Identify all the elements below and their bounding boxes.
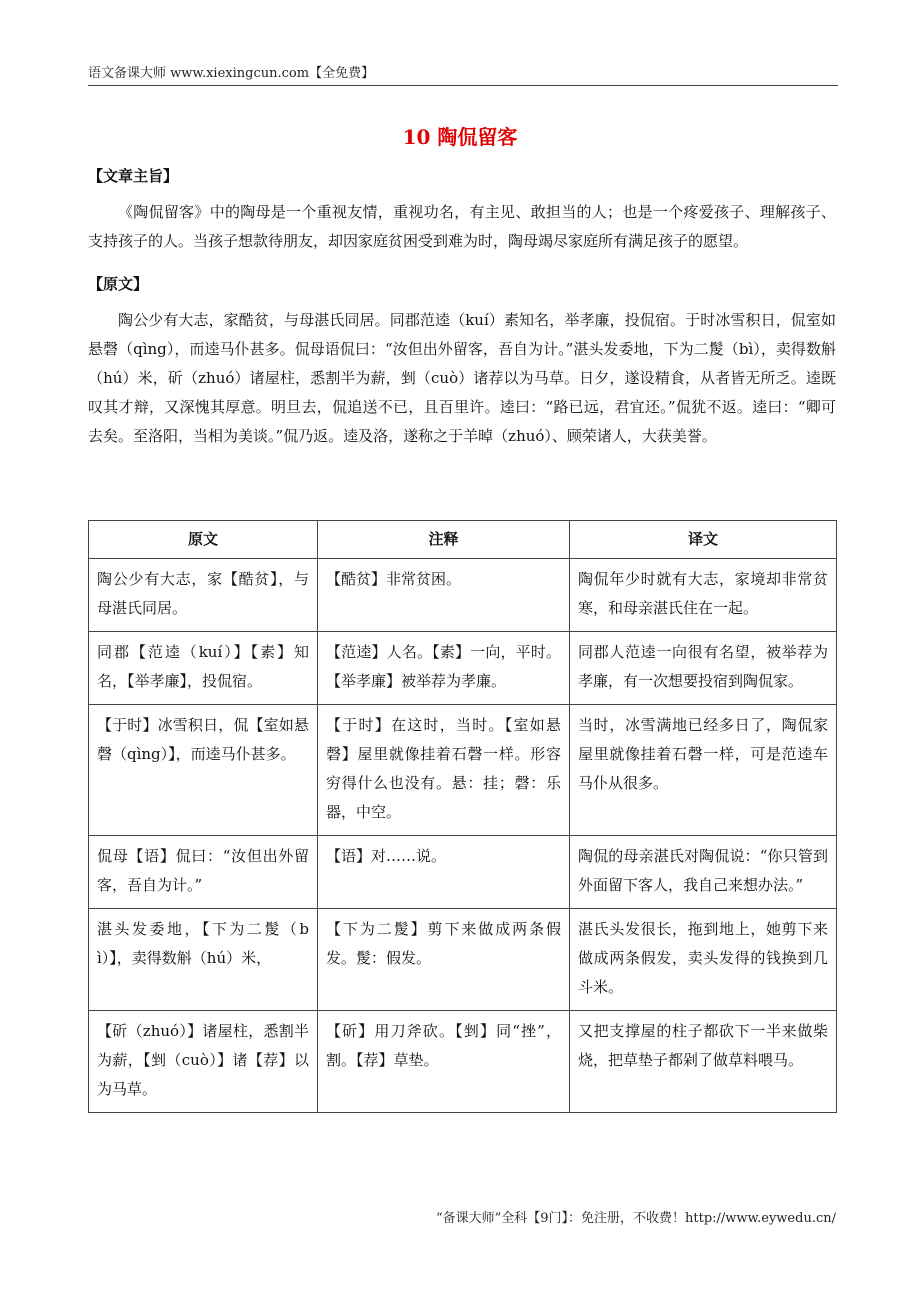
column-header-translation: 译文 [570,521,837,559]
header-text: 语文备课大师 www.xiexingcun.com【全免费】 [88,66,375,81]
cell-translation: 当时，冰雪满地已经多日了，陶侃家屋里就像挂着石磬一样，可是范逵车马仆从很多。 [570,705,837,836]
cell-translation: 又把支撑屋的柱子都砍下一半来做柴烧，把草垫子都剁了做草料喂马。 [570,1011,837,1113]
cell-note: 【语】对……说。 [318,836,570,909]
cell-original: 同郡【范逵（kuí）】【素】知名，【举孝廉】，投侃宿。 [89,632,318,705]
document-title: 10 陶侃留客 [402,125,518,149]
table-row [89,909,837,1011]
original-text-paragraph: 陶公少有大志，家酷贫，与母湛氏同居。同郡范逵（kuí）素知名，举孝廉，投侃宿。于时冰雪积日，侃室如悬磬（qìng），而逵马仆甚多。侃母语侃曰：“汝但出外留客，吾自为计。”湛头发委地，下为二髲（bì），卖得数斛（hú）米，斫（zhuó）诸屋柱，悉割半为薪，剉（cuò）诸荐以为马草。日夕，遂设精食，从者皆无所乏。逵既叹其才辩，又深愧其厚意。明旦去，侃追送不已，且百里许。逵曰：“路已远，君宜还。”侃犹不返。逵曰：“卿可去矣。至洛阳，当相为美谈。”侃乃返。逵及洛，遂称之于羊晫（zhuó）、顾荣诸人，大获美誉。 [88,311,836,445]
theme-paragraph: 《陶侃留客》中的陶母是一个重视友情，重视功名，有主见、敢担当的人；也是一个疼爱孩子、理解孩子、支持孩子的人。当孩子想款待朋友，却因家庭贫困受到难为时，陶母竭尽家庭所有满足孩子的愿望。 [88,203,836,250]
cell-note: 【范逵】人名。【素】一向，平时。【举孝廉】被举荐为孝廉。 [318,632,570,705]
header-divider [88,85,838,86]
section-heading-original: 【原文】 [88,275,149,293]
table-row [89,705,837,836]
cell-translation: 同郡人范逵一向很有名望，被举荐为孝廉，有一次想要投宿到陶侃家。 [570,632,837,705]
cell-note: 【斫】用刀斧砍。【剉】同“挫”，割。【荐】草垫。 [318,1011,570,1113]
cell-translation: 湛氏头发很长，拖到地上，她剪下来做成两条假发，卖头发得的钱换到几斗米。 [570,909,837,1011]
cell-original: 【于时】冰雪积日，侃【室如悬磬（qìng）】，而逵马仆甚多。 [89,705,318,836]
footer-text: “备课大师”全科【9门】：免注册，不收费！http://www.eywedu.cn/ [435,1211,836,1226]
cell-note: 【于时】在这时，当时。【室如悬磬】屋里就像挂着石磬一样。形容穷得什么也没有。悬：挂；磬：乐器，中空。 [318,705,570,836]
table-row [89,1011,837,1113]
cell-original: 侃母【语】侃曰：“汝但出外留客，吾自为计。” [89,836,318,909]
cell-translation: 陶侃年少时就有大志，家境却非常贫寒，和母亲湛氏住在一起。 [570,559,837,632]
table-row [89,836,837,909]
table-header-row [89,521,837,559]
table-row [89,559,837,632]
annotation-table [88,520,837,1113]
table-row [89,632,837,705]
cell-original: 【斫（zhuó）】诸屋柱，悉割半为薪，【剉（cuò）】诸【荐】以为马草。 [89,1011,318,1113]
cell-original: 湛头发委地，【下为二髲（bì）】，卖得数斛（hú）米， [89,909,318,1011]
cell-note: 【酷贫】非常贫困。 [318,559,570,632]
cell-note: 【下为二髲】剪下来做成两条假发。髲：假发。 [318,909,570,1011]
column-header-original: 原文 [89,521,318,559]
cell-original: 陶公少有大志，家【酷贫】，与母湛氏同居。 [89,559,318,632]
cell-translation: 陶侃的母亲湛氏对陶侃说：“你只管到外面留下客人，我自己来想办法。” [570,836,837,909]
section-heading-theme: 【文章主旨】 [88,167,179,185]
column-header-notes: 注释 [318,521,570,559]
